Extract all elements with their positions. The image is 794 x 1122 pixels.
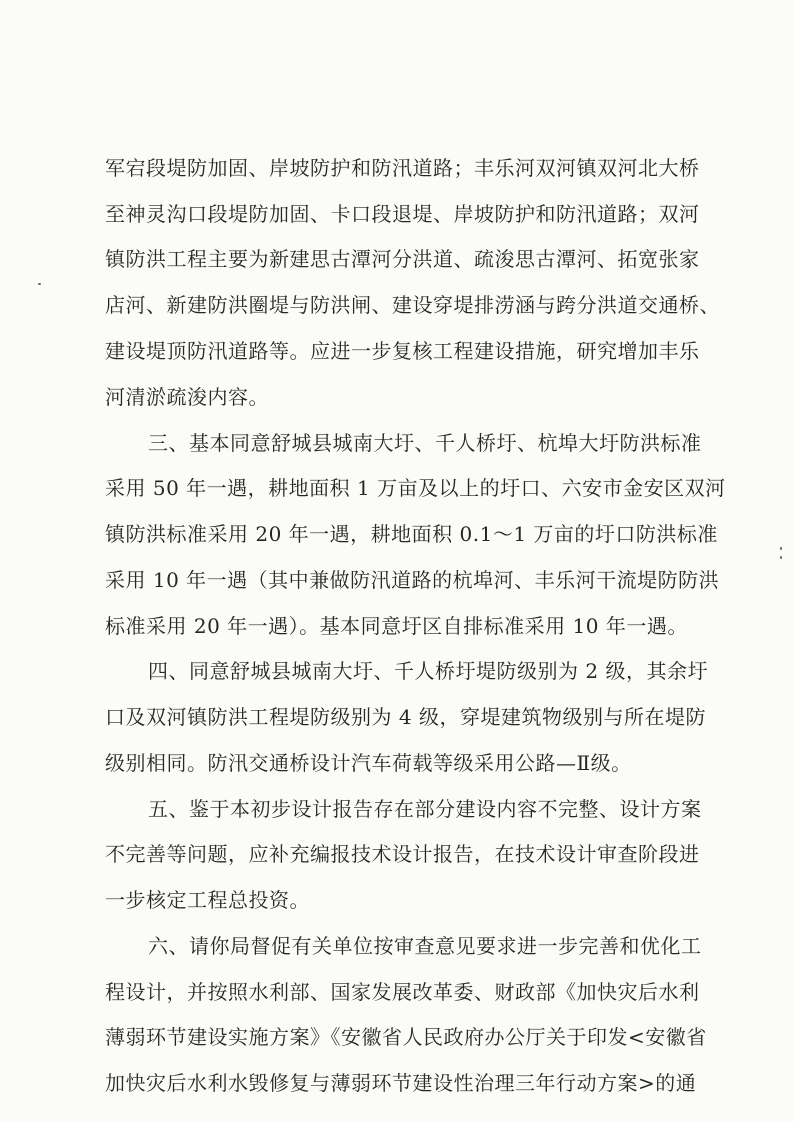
text-line: 口及双河镇防洪工程堤防级别为 4 级，穿堤建筑物级别与所在堤防 [105,705,706,729]
text-line: 级别相同。防汛交通桥设计汽车荷载等级采用公路—Ⅱ级。 [105,751,632,775]
text-line: 五、鉴于本初步设计报告存在部分建设内容不完整、设计方案 [148,797,702,821]
text-line: 三、基本同意舒城县城南大圩、千人桥圩、杭埠大圩防洪标准 [148,431,702,455]
text-line: 店河、新建防洪圈堤与防洪闸、建设穿堤排涝涵与跨分洪道交通桥、 [105,293,720,317]
text-line: 军宕段堤防加固、岸坡防护和防汛道路；丰乐河双河镇双河北大桥 [105,156,700,180]
text-line: 镇防洪工程主要为新建思古潭河分洪道、疏浚思古潭河、拓宽张家 [105,247,700,271]
text-line: 一步核定工程总投资。 [105,888,310,912]
text-line: 程设计，并按照水利部、国家发展改革委、财政部《加快灾后水利 [105,980,700,1004]
text-line: 六、请你局督促有关单位按审查意见要求进一步完善和优化工 [148,934,702,958]
text-line: 标准采用 20 年一遇）。基本同意圩区自排标准采用 10 年一遇。 [105,614,688,638]
text-line: 加快灾后水利水毁修复与薄弱环节建设性治理三年行动方案>的通 [105,1071,697,1095]
text-line: 采用 50 年一遇，耕地面积 1 万亩及以上的圩口、六安市金安区双河 [105,476,726,500]
text-line: 建设堤顶防汛道路等。应进一步复核工程建设措施，研究增加丰乐 [105,339,700,363]
text-line: 薄弱环节建设实施方案》《安徽省人民政府办公厅关于印发<安徽省 [105,1025,707,1049]
text-line: 至神灵沟口段堤防加固、卡口段退堤、岸坡防护和防汛道路；双河 [105,202,700,226]
text-line: 河清淤疏浚内容。 [105,385,269,409]
text-line: 镇防洪标准采用 20 年一遇，耕地面积 0.1～1 万亩的圩口防洪标准 [105,522,718,546]
text-line: 不完善等问题，应补充编报技术设计报告，在技术设计审查阶段进 [105,842,700,866]
text-line: 四、同意舒城县城南大圩、千人桥圩堤防级别为 2 级，其余圩 [148,659,708,683]
text-line: 采用 10 年一遇（其中兼做防汛道路的杭埠河、丰乐河干流堤防防洪 [105,568,720,592]
